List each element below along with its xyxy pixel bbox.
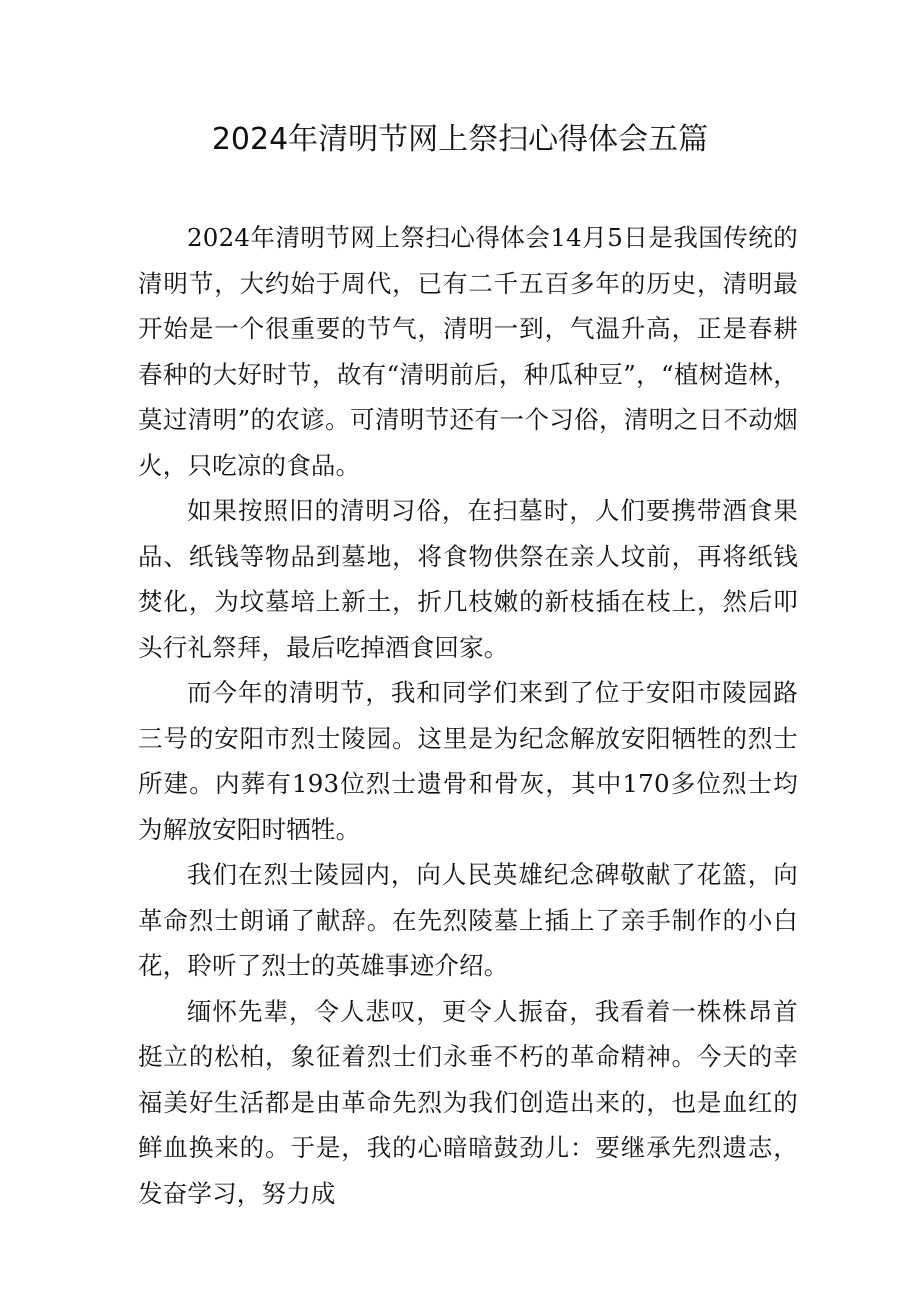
- paragraph-2: 如果按照旧的清明习俗，在扫墓时，人们要携带酒食果品、纸钱等物品到墓地，将食物供祭在亲人坟前，再将纸钱焚化，为坟墓培上新土，折几枝嫩的新枝插在枝上，然后叩头行礼祭拜，最后吃掉酒食回家。: [138, 496, 798, 662]
- paragraph-5: 缅怀先辈，令人悲叹，更令人振奋，我看着一株株昂首挺立的松柏，象征着烈士们永垂不朽的革命精神。今天的幸福美好生活都是由革命先烈为我们创造出来的，也是血红的鲜血换来的。于是，我的心暗暗鼓劲儿：要继承先烈遗志，发奋学习，努力成: [138, 996, 798, 1208]
- document-body: [138, 215, 798, 1216]
- paragraph-1: 2024年清明节网上祭扫心得体会14月5日是我国传统的清明节，大约始于周代，已有二千五百多年的历史，清明最开始是一个很重要的节气，清明一到，气温升高，正是春耕春种的大好时节，故有“清明前后，种瓜种豆”，“植树造林，莫过清明”的农谚。可清明节还有一个习俗，清明之日不动烟火，只吃凉的食品。: [138, 223, 798, 480]
- document-title: 2024年清明节网上祭扫心得体会五篇: [211, 122, 709, 157]
- paragraph-3: 而今年的清明节，我和同学们来到了位于安阳市陵园路三号的安阳市烈士陵园。这里是为纪念解放安阳牺牲的烈士所建。内葬有193位烈士遗骨和骨灰，其中170多位烈士均为解放安阳时牺牲。: [138, 678, 798, 844]
- paragraph-4: 我们在烈士陵园内，向人民英雄纪念碑敬献了花篮，向革命烈士朗诵了献辞。在先烈陵墓上插上了亲手制作的小白花，聆听了烈士的英雄事迹介绍。: [138, 860, 798, 980]
